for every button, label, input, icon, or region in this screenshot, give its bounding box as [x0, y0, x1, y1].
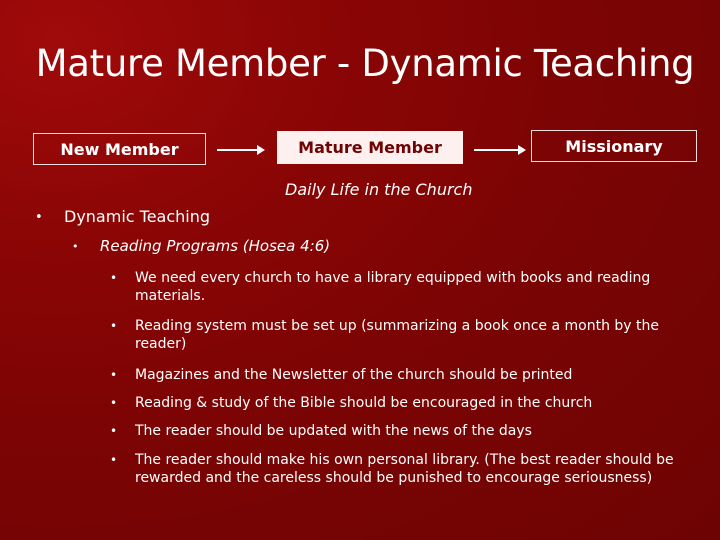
- list-item: [110, 317, 690, 353]
- bullet-level1: Dynamic Teaching: [64, 207, 211, 226]
- bullet-icon: •: [72, 240, 79, 253]
- list-item: [110, 394, 690, 412]
- bullet-icon: •: [110, 424, 118, 438]
- bullet-icon: •: [35, 210, 43, 225]
- list-item-text: The reader should make his own personal library. (The best reader should be rewarded and the careless should be punished to encourage seriousness): [135, 452, 674, 486]
- bullet-icon: •: [110, 396, 118, 410]
- list-item: [110, 422, 690, 440]
- mature-member-box: Mature Member: [277, 131, 463, 164]
- bullet-icon: •: [110, 319, 118, 333]
- new-member-box: New Member: [33, 133, 206, 165]
- list-item-text: The reader should be updated with the news of the days: [135, 423, 532, 439]
- list-item-text: We need every church to have a library equipped with books and reading materials.: [135, 270, 651, 304]
- bullet-icon: •: [110, 453, 118, 467]
- list-item: [110, 366, 690, 384]
- slide-title: Mature Member - Dynamic Teaching: [35, 42, 695, 85]
- list-item-text: Magazines and the Newsletter of the church should be printed: [135, 367, 573, 383]
- missionary-box: Missionary: [531, 130, 697, 162]
- arrow-right-icon: [474, 149, 524, 151]
- arrow-right-icon: [217, 149, 263, 151]
- slide-subtitle: Daily Life in the Church: [285, 180, 473, 199]
- list-item: [110, 269, 690, 305]
- list-item: [110, 451, 690, 487]
- bullet-icon: •: [110, 368, 118, 382]
- bullet-level2: Reading Programs (Hosea 4:6): [100, 237, 331, 255]
- list-item-text: Reading system must be set up (summarizing a book once a month by the reader): [135, 318, 659, 352]
- list-item-text: Reading & study of the Bible should be encouraged in the church: [135, 395, 593, 411]
- bullet-icon: •: [110, 271, 118, 285]
